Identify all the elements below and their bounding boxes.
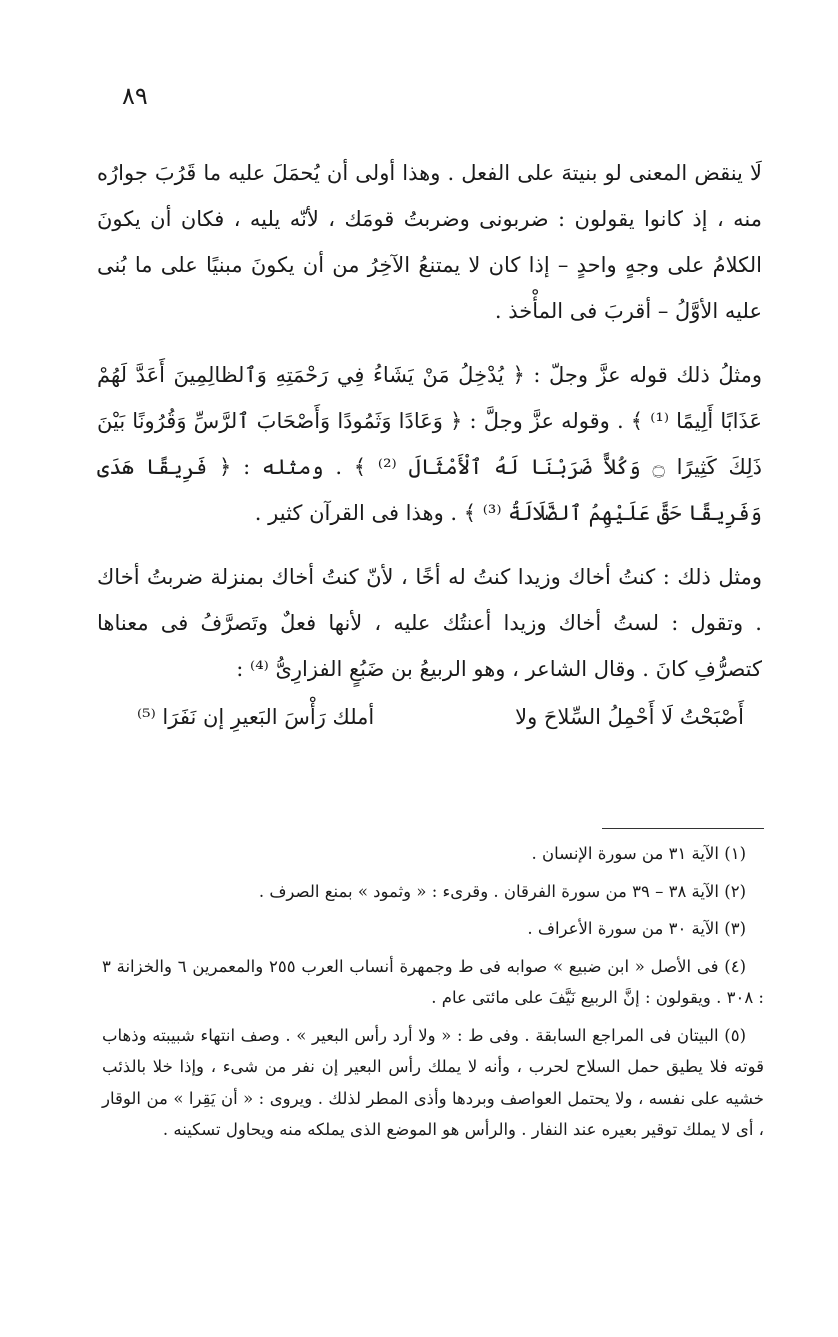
paragraph-1: لَا ينقض المعنى لو بنيتهَ على الفعل . وهذا أولى أن يُحمَلَ عليه ما قَرُبَ جوارُه منه ، إذ كانوا يقولون : ضربونى وضربتُ قومَك ، لأنّه يليه ، فكان أن يكونَ الكلامُ على وجهٍ واحدٍ – إذا كان لا يمتنعُ الآخِرُ من أن يكونَ مبنيًا على ما بُنى عليه الأوَّلُ – أقربَ فى المأْخذ . — [97, 161, 762, 323]
footnote-3: (٣) الآية ٣٠ من سورة الأعراف . — [527, 919, 746, 938]
footnote-separator — [602, 828, 764, 829]
poetry-verse — [97, 694, 762, 740]
paragraph-2: ومثلُ ذلك قوله عزَّ وجلّ : ﴿ يُدْخِلُ مَنْ يَشَاءُ فِي رَحْمَتِهِ وَٱلظالِمِينَ أَعَدَّ لَهُمْ عَذَابًا أَلِيمًا ⁽¹⁾ ﴾ . وقوله عزَّ وجلَّ : ﴿ وَعَادًا وَثَمُودًا وَأَصْحَابَ ٱلرَّسِّ وَقُرُونًا بَيْنَ ذَلِكَ كَثِيرًا ۝ وَكُلاًّ ضَرَبْنَا لَهُ ٱلْأَمْثَالَ ⁽²⁾ ﴾ . ومثله : ﴿ فَرِيقًا هَدَى وَفَرِيقًا حَقَّ عَلَيْهِمُ ٱلضَّلَالَةُ ⁽³⁾ ﴾ . وهذا فى القرآن كثير . — [97, 363, 762, 525]
footnote-4: (٤) فى الأصل « ابن ضبيع » صوابه فى ط وجمهرة أنساب العرب ٢٥٥ والمعمرين ٦ والخزانة ٣ : ٣٠٨ . ويقولون : إنَّ الربيع نَيَّفَ على مائتى عام . — [102, 956, 764, 1007]
verse-second-hemistich: أملك رَأْسَ البَعيرِ إن نَفَرَا ⁽⁵⁾ — [137, 705, 375, 729]
paragraph-3: ومثل ذلك : كنتُ أخاك وزيدا كنتُ له أخًا ، لأنّ كنتُ أخاك بمنزلة ضربتُ أخاك . وتقول : لستُ أخاك وزيدا أعنتُك عليه ، لأنها فعلٌ وتَصرَّفُ فى معناها كتصرُّفِ كانَ . وقال الشاعر ، وهو الربيعُ بن ضَبُعٍ الفزارِىُّ ⁽⁴⁾ : — [97, 565, 762, 681]
footnotes — [102, 838, 764, 1146]
verse-first-hemistich: أَصْبَحْتُ لَا أَحْمِلُ السِّلاحَ ولا — [515, 705, 744, 729]
main-text — [97, 150, 762, 740]
footnote-5: (٥) البيتان فى المراجع السابقة . وفى ط : « ولا أرد رأس البعير » . وصف انتهاء شبيبته وذهاب قوته فلا يطيق حمل السلاح لحرب ، وأنه لا يملك رأس البعير إن نفر من شىء ، وإذا خلا بالذئب خشيه على نفسه ، ولا يحتمل العواصف وبردها وأذى المطر لذلك . ويروى : « أن يَقِرا » من الوقار ، أى لا يملك توقير بعيره عند النفار . والرأس هو الموضع الذى يملكه منه ويحاول تسكينه . — [102, 1025, 764, 1139]
page-number: ٨٩ — [122, 82, 148, 110]
footnote-1: (١) الآية ٣١ من سورة الإنسان . — [531, 844, 746, 863]
footnote-2: (٢) الآية ٣٨ – ٣٩ من سورة الفرقان . وقرىء : « وثمود » بمنع الصرف . — [258, 881, 746, 901]
